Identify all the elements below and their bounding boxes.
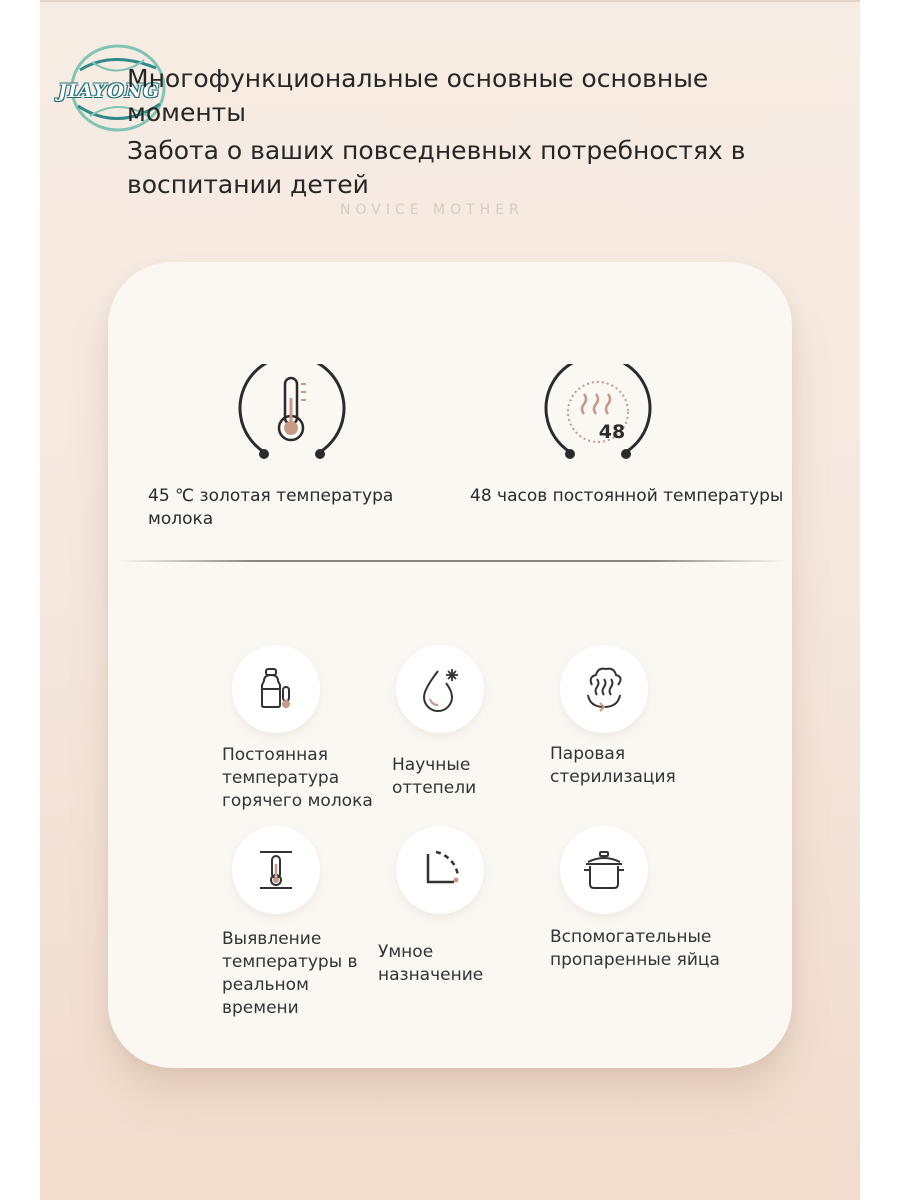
- feature-icon-circle: [232, 826, 320, 914]
- feature-label: Выявление температуры в реальном времени: [222, 929, 358, 1018]
- brand-logo-text: JIAYONG: [58, 80, 161, 102]
- top-border: [40, 0, 860, 2]
- page-title: Многофункциональные основные основные моменты: [127, 64, 709, 127]
- gauge-badge: 48: [598, 421, 626, 443]
- drop-snowflake-icon: [416, 665, 464, 713]
- feature-icon-circle: [396, 645, 484, 733]
- feature-label: Постоянная температура горячего молока: [222, 745, 373, 811]
- page-subtitle: Забота о ваших повседневных потребностях в воспитании детей: [127, 136, 746, 199]
- feature-label: Научные оттепели: [392, 755, 477, 798]
- feature-icon-circle: [396, 826, 484, 914]
- section-divider: [118, 560, 786, 562]
- steam-cycle-icon: [580, 665, 628, 713]
- feature-label: Паровая стерилизация: [550, 744, 676, 787]
- feature-label: Умное назначение: [378, 942, 484, 985]
- feature-icon-circle: [560, 645, 648, 733]
- timer-icon: [416, 846, 464, 894]
- highlight-label: 45 ℃ золотая температура молока: [148, 486, 394, 529]
- highlight-label: 48 часов постоянной температуры: [470, 486, 784, 506]
- feature-icon-circle: [560, 826, 648, 914]
- thermometer-gauge-icon: [236, 364, 352, 464]
- bottle-thermometer-icon: [252, 665, 300, 713]
- steam-48-gauge-icon: [542, 364, 658, 464]
- eyebrow-text: NOVICE MOTHER: [340, 202, 524, 218]
- pot-icon: [580, 846, 628, 894]
- temperature-detect-icon: [252, 846, 300, 894]
- feature-icon-circle: [232, 645, 320, 733]
- feature-label: Вспомогательные пропаренные яйца: [550, 927, 720, 970]
